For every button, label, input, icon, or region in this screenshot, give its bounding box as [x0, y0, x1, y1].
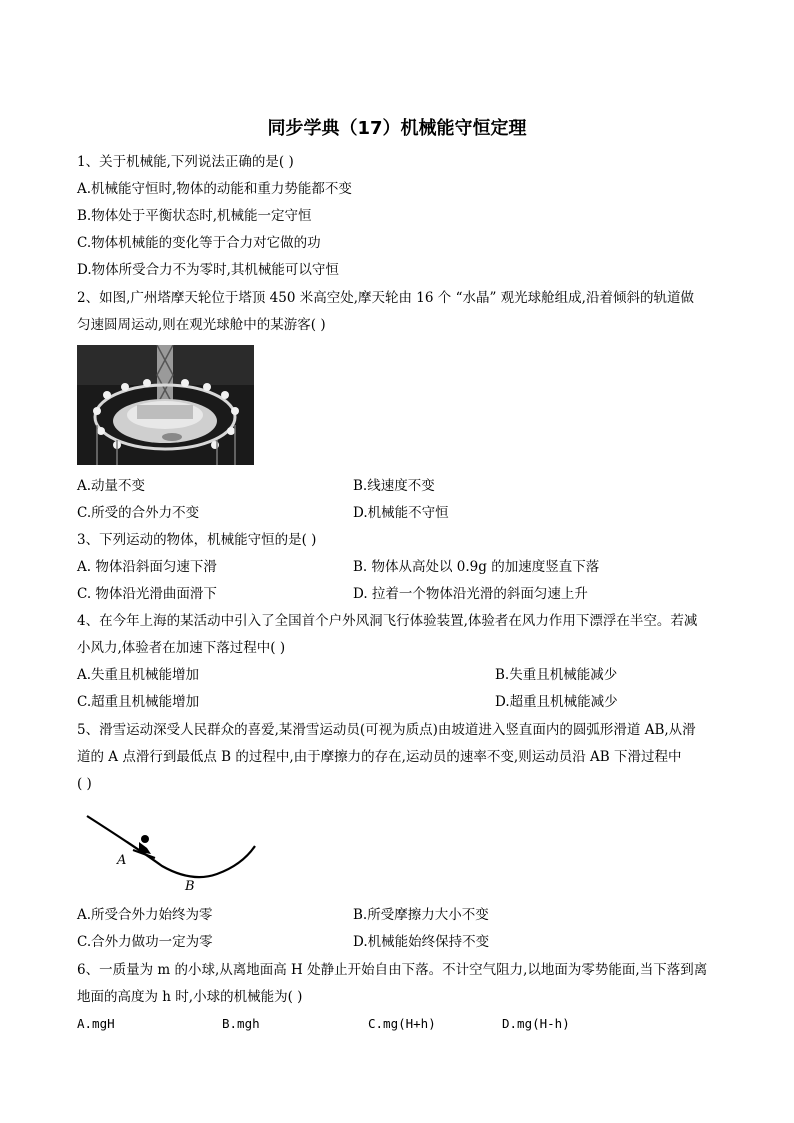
- question-5-option-c: C.合外力做功一定为零: [77, 934, 213, 950]
- question-2-stem-line-1: 2、如图,广州塔摩天轮位于塔顶 450 米高空处,摩天轮由 16 个 “水晶” 观光球舱组成,沿着倾斜的轨道做: [77, 290, 694, 306]
- tower-illustration: [77, 345, 254, 465]
- question-6-option-d: D.mg(H-h): [502, 1016, 570, 1031]
- question-6-stem-line-1: 6、一质量为 m 的小球,从离地面高 H 处静止开始自由下落。不计空气阻力,以地面为零势能面,当下落到离: [77, 962, 708, 978]
- question-5-option-d: D.机械能始终保持不变: [353, 934, 490, 950]
- question-4-option-c: C.超重且机械能增加: [77, 694, 200, 710]
- question-1-stem: 1、关于机械能,下列说法正确的是( ): [77, 154, 294, 170]
- question-5-option-a: A.所受合外力始终为零: [77, 907, 213, 923]
- question-5-stem-line-3: ( ): [77, 776, 92, 792]
- question-2-option-d: D.机械能不守恒: [353, 505, 449, 521]
- question-4-option-b: B.失重且机械能减少: [495, 667, 618, 683]
- question-3-option-d: D. 拉着一个物体沿光滑的斜面匀速上升: [353, 586, 588, 602]
- question-3-option-c: C. 物体沿光滑曲面滑下: [77, 586, 217, 602]
- ski-slope-diagram: [77, 808, 267, 896]
- question-3-stem: 3、下列运动的物体，机械能守恒的是( ): [77, 532, 317, 548]
- question-1-option-a: A.机械能守恒时,物体的动能和重力势能都不变: [77, 181, 352, 197]
- question-3-option-b: B. 物体从高处以 0.9g 的加速度竖直下落: [353, 559, 600, 575]
- question-4-stem-line-2: 小风力,体验者在加速下落过程中( ): [77, 640, 286, 656]
- question-6-option-c: C.mg(H+h): [368, 1016, 436, 1031]
- question-6-option-a: A.mgH: [77, 1016, 115, 1031]
- question-1-option-b: B.物体处于平衡状态时,机械能一定守恒: [77, 208, 312, 224]
- question-4-stem-line-1: 4、在今年上海的某活动中引入了全国首个户外风洞飞行体验装置,体验者在风力作用下漂浮在半空。若减: [77, 613, 698, 629]
- question-5-option-b: B.所受摩擦力大小不变: [353, 907, 489, 923]
- question-1-option-d: D.物体所受合力不为零时,其机械能可以守恒: [77, 262, 339, 278]
- question-2-stem-line-2: 匀速圆周运动,则在观光球舱中的某游客( ): [77, 317, 326, 333]
- skier-icon: [133, 835, 155, 858]
- question-3-option-a: A. 物体沿斜面匀速下滑: [77, 559, 217, 575]
- canton-tower-ferris-wheel-photo: [77, 345, 254, 465]
- question-5-stem-line-2: 道的 A 点滑行到最低点 B 的过程中,由于摩擦力的存在,运动员的速率不变,则运动员沿 AB 下滑过程中: [77, 749, 682, 765]
- question-1-option-c: C.物体机械能的变化等于合力对它做的功: [77, 235, 321, 251]
- page-title: 同步学典（17）机械能守恒定理: [267, 118, 527, 139]
- label-point-a: A: [117, 853, 127, 868]
- label-point-b: B: [185, 879, 195, 894]
- question-2-option-a: A.动量不变: [77, 478, 146, 494]
- question-4-option-d: D.超重且机械能减少: [495, 694, 618, 710]
- question-2-option-c: C.所受的合外力不变: [77, 505, 200, 521]
- question-2-option-b: B.线速度不变: [353, 478, 435, 494]
- question-6-stem-line-2: 地面的高度为 h 时,小球的机械能为( ): [77, 989, 303, 1005]
- question-6-option-b: B.mgh: [222, 1016, 260, 1031]
- arc-track-illustration: [77, 808, 267, 896]
- question-4-option-a: A.失重且机械能增加: [77, 667, 200, 683]
- question-5-stem-line-1: 5、滑雪运动深受人民群众的喜爱,某滑雪运动员(可视为质点)由坡道进入竖直面内的圆弧形滑道 AB,从滑: [77, 722, 696, 738]
